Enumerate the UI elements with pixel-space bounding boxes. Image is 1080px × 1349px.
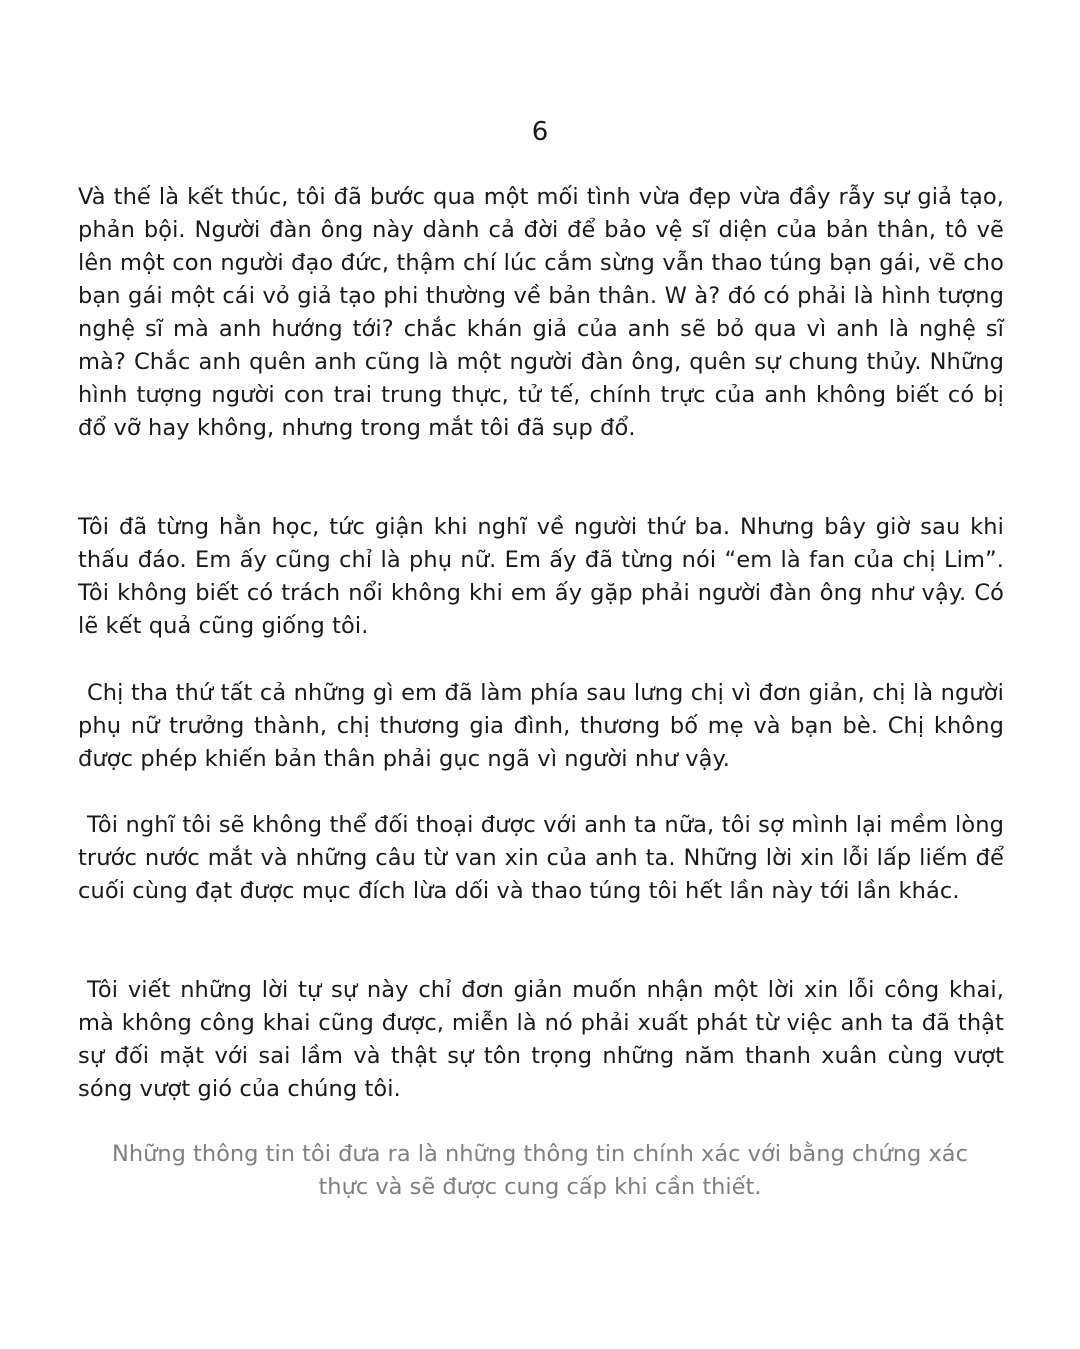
paragraph-no-dialogue: Tôi nghĩ tôi sẽ không thể đối thoại được với anh ta nữa, tôi sợ mình lại mềm lòng trước nước mắt và những câu từ van xin của anh ta. Những lời xin lỗi lấp liếm để cuối cùng đạt được mục đích lừa dối và thao túng tôi hết lần này tới lần khác. bbox=[78, 812, 1004, 904]
paragraph-third-person: Tôi đã từng hằn học, tức giận khi nghĩ về người thứ ba. Nhưng bây giờ sau khi thấu đáo. Em ấy cũng chỉ là phụ nữ. Em ấy đã từng nói “em là fan của chị Lim”. Tôi không biết có trách nổi không khi em ấy gặp phải người đàn ông như vậy. Có lẽ kết quả cũng giống tôi. bbox=[78, 514, 1004, 639]
paragraph-ending: Và thế là kết thúc, tôi đã bước qua một mối tình vừa đẹp vừa đầy rẫy sự giả tạo, phản bội. Người đàn ông này dành cả đời để bảo vệ sĩ diện của bản thân, tô vẽ lên một con người đạo đức, thậm chí lúc cắm sừng vẫn thao túng bạn gái, vẽ cho bạn gái một cái vỏ giả tạo phi thường về bản thân. W à? đó có phải là hình tượng nghệ sĩ mà anh hướng tới? chắc khán giả của anh sẽ bỏ qua vì anh là nghệ sĩ mà? Chắc anh quên anh cũng là một người đàn ông, quên sự chung thủy. Những hình tượng người con trai trung thực, tử tế, chính trực của anh không biết có bị đổ vỡ hay không, nhưng trong mắt tôi đã sụp đổ. bbox=[78, 184, 1004, 441]
paragraph-apology-request: Tôi viết những lời tự sự này chỉ đơn giản muốn nhận một lời xin lỗi công khai, mà không công khai cũng được, miễn là nó phải xuất phát từ việc anh ta đã thật sự đối mặt với sai lầm và thật sự tôn trọng những năm thanh xuân cùng vượt sóng vượt gió của chúng tôi. bbox=[78, 977, 1004, 1102]
footnote-disclaimer: Những thông tin tôi đưa ra là những thông tin chính xác với bằng chứng xác thực và sẽ được cung cấp khi cần thiết. bbox=[112, 1141, 968, 1200]
paragraph-forgiveness: Chị tha thứ tất cả những gì em đã làm phía sau lưng chị vì đơn giản, chị là người phụ nữ trưởng thành, chị thương gia đình, thương bố mẹ và bạn bè. Chị không được phép khiến bản thân phải gục ngã vì người như vậy. bbox=[78, 680, 1004, 772]
page-number: 6 bbox=[531, 117, 549, 147]
